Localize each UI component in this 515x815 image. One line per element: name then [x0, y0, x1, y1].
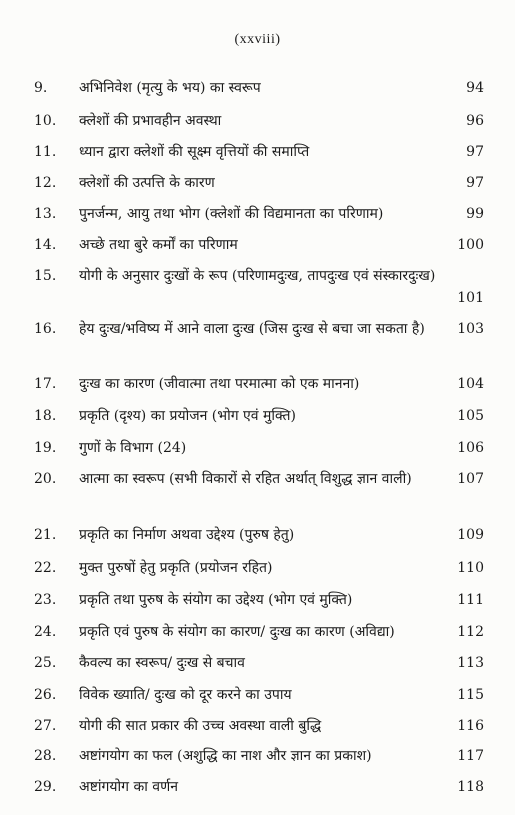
entry-number: 24.	[34, 624, 57, 640]
entry-number: 21.	[34, 527, 57, 543]
entry-page-number: 100	[457, 237, 484, 253]
entry-number: 29.	[34, 779, 57, 795]
entry-title: अष्टांगयोग का फल (अशुद्धि का नाश और ज्ञान का प्रकाश)	[79, 748, 372, 764]
entry-title: आत्मा का स्वरूप (सभी विकारों से रहित अर्थात् विशुद्ध ज्ञान वाली)	[79, 471, 412, 487]
entry-page-number: 115	[457, 687, 484, 703]
entry-title: क्लेशों की प्रभावहीन अवस्था	[79, 113, 222, 129]
entry-page-number: 110	[457, 560, 484, 576]
entry-number: 12.	[34, 175, 57, 191]
entry-title: विवेक ख्याति/ दुःख को दूर करने का उपाय	[79, 687, 292, 703]
entry-page-number: 94	[466, 80, 484, 96]
entry-page-number: 101	[457, 290, 484, 306]
entry-number: 17.	[34, 376, 57, 392]
entry-number: 20.	[34, 471, 57, 487]
entry-number: 18.	[34, 408, 57, 424]
entry-number: 9.	[34, 80, 48, 96]
entry-number: 13.	[34, 206, 57, 222]
entry-title: गुणों के विभाग (24)	[79, 440, 187, 456]
entry-page-number: 107	[457, 471, 484, 487]
entry-number: 16.	[34, 321, 57, 337]
entry-title: प्रकृति तथा पुरुष के संयोग का उद्देश्य (भोग एवं मुक्ति)	[79, 592, 353, 608]
entry-page-number: 97	[466, 144, 484, 160]
entry-number: 11.	[34, 144, 57, 160]
entry-title: हेय दुःख/भविष्य में आने वाला दुःख (जिस दुःख से बचा जा सकता है)	[79, 321, 425, 337]
entry-title: पुनर्जन्म, आयु तथा भोग (क्लेशों की विद्यमानता का परिणाम)	[79, 206, 384, 222]
entry-number: 14.	[34, 237, 57, 253]
entry-page-number: 118	[457, 779, 484, 795]
entry-title: अच्छे तथा बुरे कर्मों का परिणाम	[79, 237, 238, 253]
entry-page-number: 104	[457, 376, 484, 392]
entry-page-number: 113	[457, 655, 484, 671]
entry-number: 26.	[34, 687, 57, 703]
entry-title: दुःख का कारण (जीवात्मा तथा परमात्मा को एक मानना)	[79, 376, 360, 392]
entry-number: 22.	[34, 560, 57, 576]
entry-title: ध्यान द्वारा क्लेशों की सूक्ष्म वृत्तियों की समाप्ति	[79, 144, 310, 160]
entry-page-number: 111	[457, 592, 484, 608]
entry-number: 28.	[34, 748, 57, 764]
entry-page-number: 97	[466, 175, 484, 191]
entry-number: 25.	[34, 655, 57, 671]
entry-title: योगी की सात प्रकार की उच्च अवस्था वाली बुद्धि	[79, 718, 322, 734]
entry-page-number: 109	[457, 527, 484, 543]
entry-title: प्रकृति एवं पुरुष के संयोग का कारण/ दुःख का कारण (अविद्या)	[79, 624, 395, 640]
entry-title: प्रकृति (दृश्य) का प्रयोजन (भोग एवं मुक्ति)	[79, 408, 296, 424]
entry-page-number: 112	[457, 624, 484, 640]
entry-page-number: 116	[457, 718, 484, 734]
entry-page-number: 99	[466, 206, 484, 222]
entry-title: प्रकृति का निर्माण अथवा उद्देश्य (पुरुष हेतु)	[79, 527, 295, 543]
entry-title: अष्टांगयोग का वर्णन	[79, 779, 178, 795]
entry-page-number: 117	[457, 748, 484, 764]
entry-page-number: 96	[466, 113, 484, 129]
entry-title: मुक्त पुरुषों हेतु प्रकृति (प्रयोजन रहित)	[79, 560, 273, 576]
entry-number: 10.	[34, 113, 57, 129]
entry-page-number: 106	[457, 440, 484, 456]
entry-title: कैवल्य का स्वरूप/ दुःख से बचाव	[79, 655, 245, 671]
entry-number: 23.	[34, 592, 57, 608]
entry-title: अभिनिवेश (मृत्यु के भय) का स्वरूप	[79, 80, 261, 96]
entry-number: 15.	[34, 268, 57, 284]
entry-number: 27.	[34, 718, 57, 734]
entry-page-number: 105	[457, 408, 484, 424]
entry-title: योगी के अनुसार दुःखों के रूप (परिणामदुःख, तापदुःख एवं संस्कारदुःख)	[79, 268, 436, 284]
entry-title: क्लेशों की उत्पत्ति के कारण	[79, 175, 215, 191]
page-header-roman-numeral: (xxviii)	[234, 32, 281, 47]
entry-page-number: 103	[457, 321, 484, 337]
entry-number: 19.	[34, 440, 57, 456]
